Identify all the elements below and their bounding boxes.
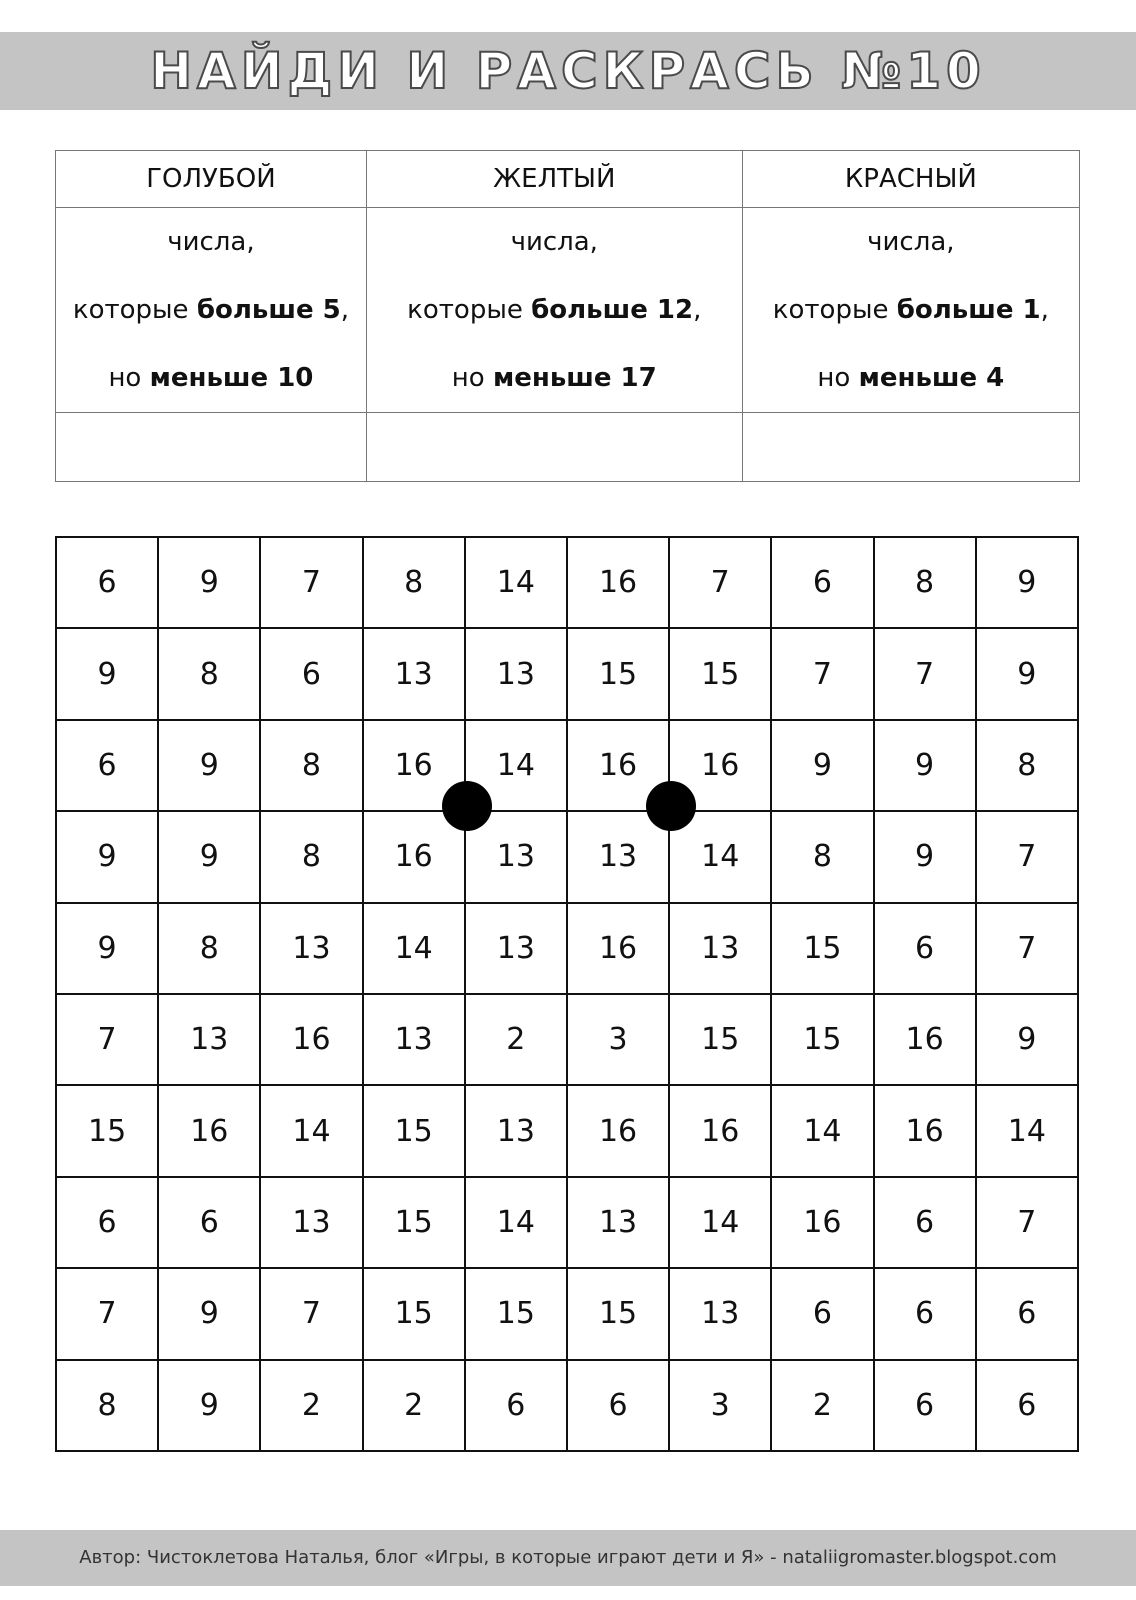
grid-cell[interactable]: 9 xyxy=(874,720,976,811)
grid-cell[interactable]: 13 xyxy=(260,1177,362,1268)
grid-cell[interactable]: 2 xyxy=(771,1360,873,1451)
rule-text: , xyxy=(693,295,702,325)
grid-row xyxy=(56,903,1078,994)
grid-cell[interactable]: 15 xyxy=(771,994,873,1085)
number-grid xyxy=(55,536,1079,1452)
footer-bar xyxy=(0,1530,1136,1586)
grid-cell[interactable]: 6 xyxy=(56,720,158,811)
grid-cell[interactable]: 8 xyxy=(158,628,260,719)
grid-cell[interactable]: 6 xyxy=(56,537,158,628)
grid-cell[interactable]: 14 xyxy=(771,1085,873,1176)
legend-color-red: КРАСНЫЙ xyxy=(742,151,1079,208)
grid-cell[interactable]: 6 xyxy=(874,1177,976,1268)
grid-cell[interactable]: 13 xyxy=(465,903,567,994)
grid-cell[interactable]: 9 xyxy=(56,628,158,719)
grid-cell[interactable]: 15 xyxy=(669,628,771,719)
author-credit: Автор: Чистоклетова Наталья, блог «Игры, в которые играют дети и Я» - nataliigromaster.blogspot.com xyxy=(79,1547,1057,1568)
grid-row xyxy=(56,1268,1078,1359)
page-title: НАЙДИ И РАСКРАСЬ №10 xyxy=(150,42,986,100)
grid-cell[interactable]: 9 xyxy=(874,811,976,902)
color-swatch-blank-red[interactable] xyxy=(742,413,1079,482)
grid-cell[interactable]: 8 xyxy=(260,720,362,811)
grid-cell[interactable]: 6 xyxy=(465,1360,567,1451)
grid-cell[interactable]: 9 xyxy=(976,537,1078,628)
grid-cell[interactable]: 7 xyxy=(976,1177,1078,1268)
legend-rule-row xyxy=(56,208,1080,413)
grid-cell[interactable]: 6 xyxy=(260,628,362,719)
grid-cell[interactable]: 9 xyxy=(158,811,260,902)
color-swatch-blank-blue[interactable] xyxy=(56,413,367,482)
grid-cell[interactable]: 16 xyxy=(363,811,465,902)
rule-line: числа, xyxy=(510,227,598,257)
grid-cell[interactable]: 9 xyxy=(56,903,158,994)
grid-cell[interactable]: 6 xyxy=(874,903,976,994)
grid-cell[interactable]: 6 xyxy=(771,1268,873,1359)
rule-line xyxy=(56,276,366,344)
grid-cell[interactable]: 16 xyxy=(669,720,771,811)
grid-cell[interactable]: 16 xyxy=(363,720,465,811)
grid-cell[interactable]: 8 xyxy=(363,537,465,628)
rule-text: но xyxy=(108,363,150,393)
grid-cell[interactable]: 13 xyxy=(260,903,362,994)
grid-cell[interactable]: 6 xyxy=(874,1360,976,1451)
grid-cell[interactable]: 6 xyxy=(976,1360,1078,1451)
grid-cell[interactable]: 9 xyxy=(56,811,158,902)
grid-cell[interactable]: 15 xyxy=(363,1177,465,1268)
grid-cell[interactable]: 7 xyxy=(260,1268,362,1359)
grid-row xyxy=(56,994,1078,1085)
grid-cell[interactable]: 9 xyxy=(771,720,873,811)
grid-cell[interactable]: 16 xyxy=(567,1085,669,1176)
rule-text: но xyxy=(451,363,493,393)
grid-cell[interactable]: 8 xyxy=(260,811,362,902)
grid-cell[interactable]: 14 xyxy=(465,537,567,628)
rule-text: но xyxy=(817,363,859,393)
rule-text: которые xyxy=(772,295,897,325)
dot-marker xyxy=(442,781,492,831)
grid-cell[interactable]: 7 xyxy=(874,628,976,719)
grid-cell[interactable]: 16 xyxy=(874,994,976,1085)
legend-color-yellow: ЖЕЛТЫЙ xyxy=(366,151,742,208)
grid-cell[interactable]: 7 xyxy=(669,537,771,628)
grid-cell[interactable]: 15 xyxy=(465,1268,567,1359)
color-swatch-blank-yellow[interactable] xyxy=(366,413,742,482)
grid-cell[interactable]: 2 xyxy=(260,1360,362,1451)
rule-line xyxy=(743,276,1079,344)
grid-cell[interactable]: 7 xyxy=(976,811,1078,902)
grid-cell[interactable]: 8 xyxy=(158,903,260,994)
rule-line: числа, xyxy=(867,227,955,257)
grid-cell[interactable]: 15 xyxy=(363,1268,465,1359)
grid-row xyxy=(56,1360,1078,1451)
rule-bold-text: больше 1 xyxy=(896,295,1041,325)
grid-cell[interactable]: 9 xyxy=(158,1360,260,1451)
grid-row xyxy=(56,1177,1078,1268)
rule-text: , xyxy=(340,295,349,325)
grid-cell[interactable]: 2 xyxy=(363,1360,465,1451)
grid-cell[interactable]: 13 xyxy=(465,1085,567,1176)
grid-cell[interactable]: 2 xyxy=(465,994,567,1085)
rule-bold-text: меньше 17 xyxy=(492,363,657,393)
dot-marker xyxy=(646,781,696,831)
rule-line: числа, xyxy=(167,227,255,257)
grid-row xyxy=(56,628,1078,719)
title-bar xyxy=(0,32,1136,110)
grid-cell[interactable]: 6 xyxy=(976,1268,1078,1359)
legend-rule-yellow xyxy=(366,208,742,413)
grid-cell[interactable]: 16 xyxy=(874,1085,976,1176)
grid-cell[interactable]: 13 xyxy=(567,1177,669,1268)
grid-cell[interactable]: 8 xyxy=(976,720,1078,811)
grid-cell[interactable]: 14 xyxy=(363,903,465,994)
legend-header-row xyxy=(56,151,1080,208)
grid-cell[interactable]: 15 xyxy=(567,1268,669,1359)
grid-cell[interactable]: 16 xyxy=(567,720,669,811)
rule-text: которые xyxy=(407,295,532,325)
grid-cell[interactable]: 7 xyxy=(56,994,158,1085)
grid-cell[interactable]: 13 xyxy=(363,994,465,1085)
grid-cell[interactable]: 16 xyxy=(567,903,669,994)
grid-cell[interactable]: 14 xyxy=(669,811,771,902)
legend-rule-blue xyxy=(56,208,367,413)
grid-cell[interactable]: 13 xyxy=(158,994,260,1085)
grid-cell[interactable]: 9 xyxy=(158,1268,260,1359)
grid-cell[interactable]: 16 xyxy=(669,1085,771,1176)
rule-line xyxy=(743,344,1079,412)
grid-cell[interactable]: 16 xyxy=(158,1085,260,1176)
color-legend-table xyxy=(55,150,1080,482)
legend-swatch-row xyxy=(56,413,1080,482)
grid-cell[interactable]: 3 xyxy=(669,1360,771,1451)
legend-rule-red xyxy=(742,208,1079,413)
rule-text: которые xyxy=(72,295,197,325)
grid-cell[interactable]: 14 xyxy=(260,1085,362,1176)
grid-cell[interactable]: 15 xyxy=(363,1085,465,1176)
grid-cell[interactable]: 16 xyxy=(567,537,669,628)
grid-cell[interactable]: 9 xyxy=(158,720,260,811)
rule-line xyxy=(367,344,742,412)
grid-cell[interactable]: 13 xyxy=(465,811,567,902)
grid-cell[interactable]: 6 xyxy=(771,537,873,628)
grid-cell[interactable]: 16 xyxy=(771,1177,873,1268)
grid-cell[interactable]: 9 xyxy=(976,994,1078,1085)
grid-cell[interactable]: 7 xyxy=(771,628,873,719)
rule-bold-text: меньше 4 xyxy=(858,363,1005,393)
grid-cell[interactable]: 7 xyxy=(260,537,362,628)
grid-row xyxy=(56,720,1078,811)
grid-cell[interactable]: 9 xyxy=(158,537,260,628)
grid-cell[interactable]: 8 xyxy=(771,811,873,902)
grid-cell[interactable]: 7 xyxy=(976,903,1078,994)
grid-cell[interactable]: 8 xyxy=(874,537,976,628)
grid-cell[interactable]: 15 xyxy=(771,903,873,994)
grid-cell[interactable]: 15 xyxy=(56,1085,158,1176)
rule-line xyxy=(56,344,366,412)
grid-cell[interactable]: 13 xyxy=(465,628,567,719)
grid-cell[interactable]: 15 xyxy=(669,994,771,1085)
grid-row xyxy=(56,537,1078,628)
grid-cell[interactable]: 14 xyxy=(465,1177,567,1268)
grid-cell[interactable]: 6 xyxy=(158,1177,260,1268)
grid-cell[interactable]: 15 xyxy=(567,628,669,719)
grid-cell[interactable]: 14 xyxy=(669,1177,771,1268)
grid-cell[interactable]: 6 xyxy=(567,1360,669,1451)
grid-cell[interactable]: 13 xyxy=(669,903,771,994)
grid-cell[interactable]: 6 xyxy=(56,1177,158,1268)
rule-bold-text: меньше 10 xyxy=(149,363,314,393)
grid-cell[interactable]: 6 xyxy=(874,1268,976,1359)
rule-bold-text: больше 12 xyxy=(531,295,694,325)
grid-cell[interactable]: 7 xyxy=(56,1268,158,1359)
grid-row xyxy=(56,1085,1078,1176)
grid-cell[interactable]: 14 xyxy=(976,1085,1078,1176)
grid-cell[interactable]: 13 xyxy=(669,1268,771,1359)
grid-row xyxy=(56,811,1078,902)
grid-cell[interactable]: 14 xyxy=(465,720,567,811)
grid-cell[interactable]: 8 xyxy=(56,1360,158,1451)
grid-cell[interactable]: 9 xyxy=(976,628,1078,719)
legend-color-blue: ГОЛУБОЙ xyxy=(56,151,367,208)
grid-cell[interactable]: 16 xyxy=(260,994,362,1085)
rule-bold-text: больше 5 xyxy=(196,295,341,325)
grid-cell[interactable]: 13 xyxy=(567,811,669,902)
grid-cell[interactable]: 13 xyxy=(363,628,465,719)
rule-text: , xyxy=(1040,295,1049,325)
rule-line xyxy=(367,276,742,344)
grid-cell[interactable]: 3 xyxy=(567,994,669,1085)
